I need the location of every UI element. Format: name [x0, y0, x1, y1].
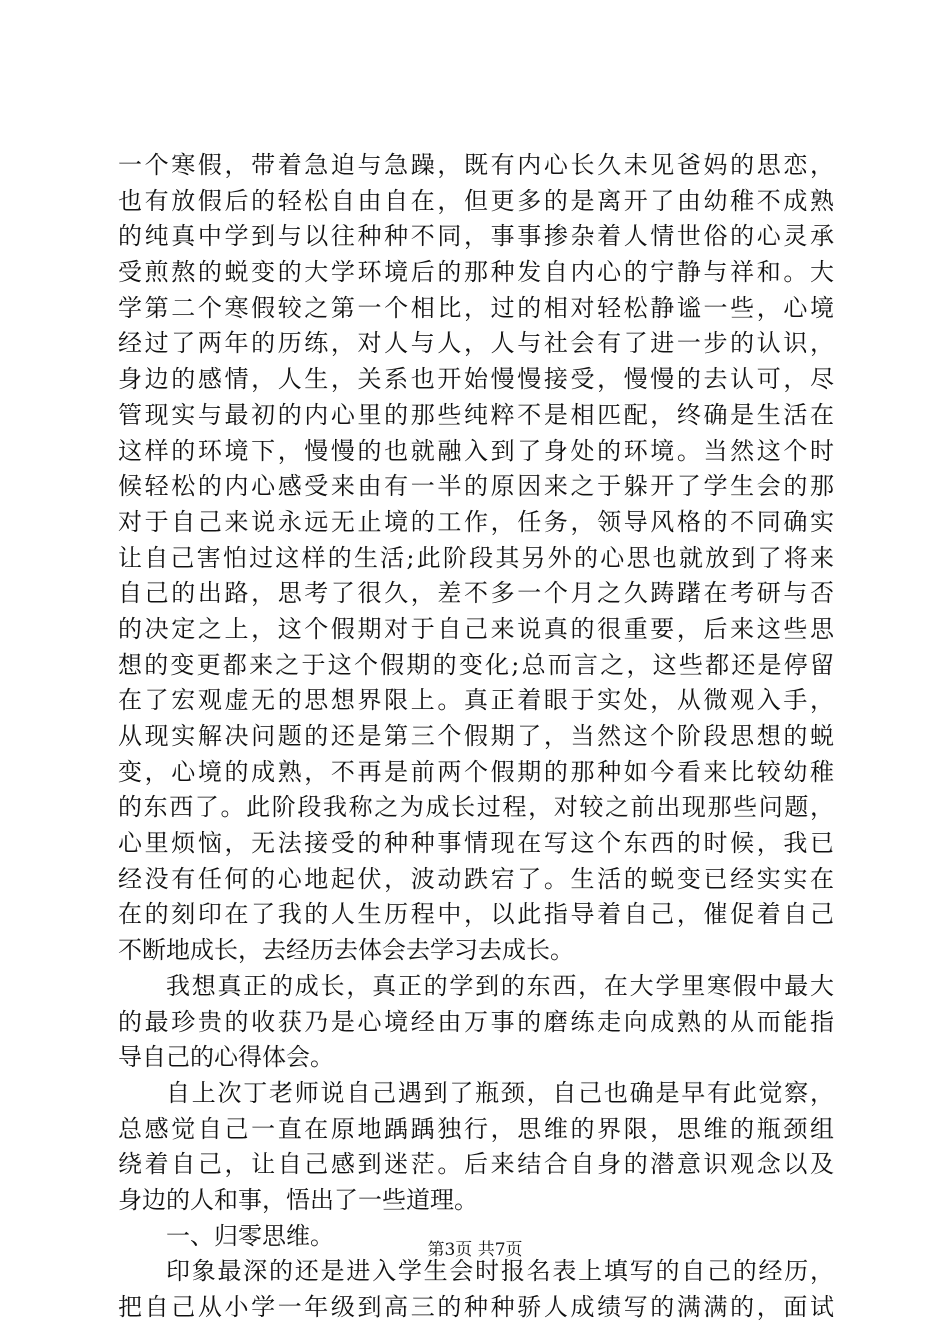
- text-line: 印象最深的还是进入学生会时报名表上填写的自己的经历，: [166, 1257, 834, 1286]
- text-line: 在了宏观虚无的思想界限上。真正着眼于实处，从微观入手，: [118, 686, 834, 715]
- text-line: 在的刻印在了我的人生历程中，以此指导着自己，催促着自己: [118, 900, 834, 929]
- text-line: 让自己害怕过这样的生活;此阶段其另外的心思也就放到了将来: [118, 543, 834, 572]
- text-line: 从现实解决问题的还是第三个假期了，当然这个阶段思想的蜕: [118, 722, 834, 750]
- text-line: 对于自己来说永远无止境的工作，任务，领导风格的不同确实: [118, 507, 834, 536]
- text-line: 也有放假后的轻松自由自在，但更多的是离开了由幼稚不成熟: [118, 186, 834, 215]
- text-line: 候轻松的内心感受来由有一半的原因来之于躲开了学生会的那: [118, 472, 834, 501]
- text-line: 受煎熬的蜕变的大学环境后的那种发自内心的宁静与祥和。大: [118, 258, 834, 287]
- text-line: 经没有任何的心地起伏，波动跌宕了。生活的蜕变已经实实在: [118, 864, 834, 893]
- text-line: 的决定之上，这个假期对于自己来说真的很重要，后来这些思: [118, 614, 834, 643]
- text-line: 身边的人和事，悟出了一些道理。: [118, 1185, 478, 1214]
- text-line: 导自己的心得体会。: [118, 1043, 334, 1072]
- text-line: 身边的感情，人生，关系也开始慢慢接受，慢慢的去认可，尽: [118, 365, 834, 394]
- text-line: 的纯真中学到与以往种种不同，事事掺杂着人情世俗的心灵承: [118, 222, 834, 251]
- text-line: 自上次丁老师说自己遇到了瓶颈，自己也确是早有此觉察，: [166, 1078, 834, 1107]
- body-text: [118, 148, 834, 1326]
- text-line: 的东西了。此阶段我称之为成长过程，对较之前出现那些问题，: [118, 793, 834, 822]
- text-line: 的最珍贵的收获乃是心境经由万事的磨练走向成熟的从而能指: [118, 1007, 834, 1036]
- text-line: 一、归零思维。: [166, 1221, 334, 1250]
- text-line: 一个寒假，带着急迫与急躁，既有内心长久未见爸妈的思恋，: [118, 151, 834, 179]
- page-footer: 第3页 共7页: [427, 1240, 523, 1260]
- text-line: 这样的环境下，慢慢的也就融入到了身处的环境。当然这个时: [118, 436, 834, 465]
- text-line: 我想真正的成长，真正的学到的东西，在大学里寒假中最大: [166, 971, 834, 1000]
- text-line: 把自己从小学一年级到高三的种种骄人成绩写的满满的，面试: [118, 1293, 834, 1321]
- text-line: 管现实与最初的内心里的那些纯粹不是相匹配，终确是生活在: [118, 400, 834, 429]
- text-line: 变，心境的成熟，不再是前两个假期的那种如今看来比较幼稚: [118, 757, 834, 786]
- text-line: 想的变更都来之于这个假期的变化;总而言之，这些都还是停留: [118, 650, 834, 679]
- text-line: 不断地成长，去经历去体会去学习去成长。: [118, 936, 574, 965]
- text-line: 总感觉自己一直在原地踽踽独行，思维的界限，思维的瓶颈组: [118, 1114, 834, 1143]
- text-line: 学第二个寒假较之第一个相比，过的相对轻松静谧一些，心境: [118, 293, 834, 322]
- text-line: 绕着自己，让自己感到迷茫。后来结合自身的潜意识观念以及: [118, 1150, 834, 1179]
- text-line: 心里烦恼，无法接受的种种事情现在写这个东西的时候，我已: [118, 829, 834, 858]
- text-line: 经过了两年的历练，对人与人，人与社会有了进一步的认识，: [118, 329, 834, 358]
- text-line: 自己的出路，思考了很久，差不多一个月之久踌躇在考研与否: [118, 579, 834, 608]
